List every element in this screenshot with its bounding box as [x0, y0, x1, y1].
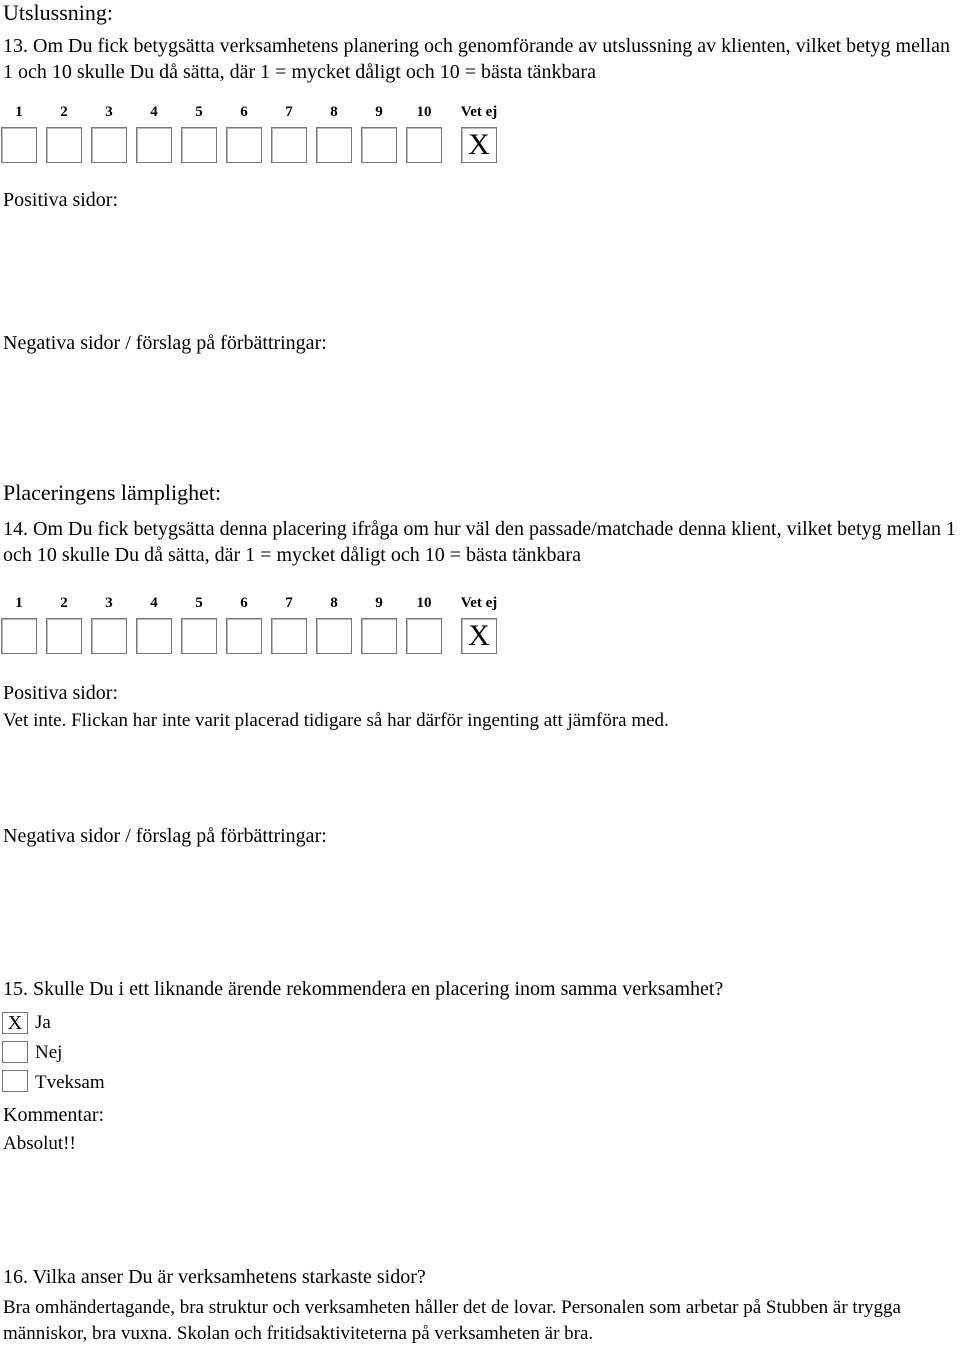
- q14-scale-label-5: 5: [195, 595, 203, 611]
- question-14-text: 14. Om Du fick betygsätta denna placering ifråga om hur väl den passade/matchade denna klient, vilket betyg mellan 1 och 10 skulle Du då sätta, där 1 = mycket dåligt och 10 = bästa tänkbara: [3, 518, 957, 566]
- q13-scale-box-1[interactable]: [1, 127, 37, 163]
- q14-scale-label-4: 4: [150, 595, 158, 611]
- q14-scale-label-9: 9: [375, 595, 383, 611]
- q14-scale-box-5[interactable]: [181, 618, 217, 654]
- q14-scale-label-2: 2: [60, 595, 68, 611]
- q13-scale-box-10[interactable]: [406, 127, 442, 163]
- q13-scale-label-5: 5: [195, 104, 203, 120]
- q14-scale-label-11: Vet ej: [460, 595, 498, 611]
- q14-positive-answer: Vet inte. Flickan har inte varit placerad tidigare så har därför ingenting att jämföra med.: [3, 710, 669, 731]
- option-ja-label: Ja: [35, 1012, 51, 1033]
- q13-scale-box-4[interactable]: [136, 127, 172, 163]
- q14-scale-box-11[interactable]: X: [461, 618, 497, 654]
- q14-scale-box-4[interactable]: [136, 618, 172, 654]
- q16-answer: Bra omhändertagande, bra struktur och verksamheten håller det de lovar. Personalen som arbetar på Stubben är trygga människor, bra vuxna. Skolan och fritidsaktiviteterna på verksamheten är bra.: [3, 1297, 901, 1344]
- q14-scale-label-7: 7: [285, 595, 293, 611]
- q13-scale-box-3[interactable]: [91, 127, 127, 163]
- q13-scale-box-9[interactable]: [361, 127, 397, 163]
- q13-scale-box-7[interactable]: [271, 127, 307, 163]
- q14-scale-box-3[interactable]: [91, 618, 127, 654]
- q13-scale-label-11: Vet ej: [460, 104, 498, 120]
- q14-scale-box-2[interactable]: [46, 618, 82, 654]
- q14-scale-box-7[interactable]: [271, 618, 307, 654]
- q13-scale-box-2[interactable]: [46, 127, 82, 163]
- q14-scale-box-10[interactable]: [406, 618, 442, 654]
- option-tveksam-checkbox[interactable]: [2, 1070, 28, 1092]
- q13-scale-label-9: 9: [375, 104, 383, 120]
- question-13-text: 13. Om Du fick betygsätta verksamhetens planering och genomförande av utslussning av klienten, vilket betyg mellan 1 och 10 skulle Du då sätta, där 1 = mycket dåligt och 10 = bästa tänkbara: [3, 35, 950, 83]
- question-15-text: 15. Skulle Du i ett liknande ärende rekommendera en placering inom samma verksamhet?: [3, 978, 724, 1000]
- q14-scale-box-1[interactable]: [1, 618, 37, 654]
- q13-scale-label-6: 6: [240, 104, 248, 120]
- q14-negative-label: Negativa sidor / förslag på förbättringar:: [3, 825, 327, 847]
- q14-scale-label-6: 6: [240, 595, 248, 611]
- q13-positive-label: Positiva sidor:: [3, 189, 119, 211]
- q13-scale-label-3: 3: [105, 104, 113, 120]
- q14-scale-label-10: 10: [416, 595, 432, 611]
- q14-scale-label-1: 1: [15, 595, 23, 611]
- q13-negative-label: Negativa sidor / förslag på förbättringar:: [3, 332, 327, 354]
- q15-comment-answer: Absolut!!: [3, 1133, 76, 1154]
- option-nej-checkbox[interactable]: [2, 1041, 28, 1063]
- q13-scale-box-11[interactable]: X: [461, 127, 497, 163]
- q13-scale-label-10: 10: [416, 104, 432, 120]
- q14-scale-box-9[interactable]: [361, 618, 397, 654]
- q14-scale-label-8: 8: [330, 595, 338, 611]
- option-ja-checkbox[interactable]: X: [2, 1012, 28, 1034]
- q13-scale-label-1: 1: [15, 104, 23, 120]
- q13-scale-box-8[interactable]: [316, 127, 352, 163]
- section-heading-utslussning: Utslussning:: [3, 0, 114, 25]
- q14-scale-box-8[interactable]: [316, 618, 352, 654]
- option-tveksam-label: Tveksam: [35, 1072, 105, 1093]
- q13-scale-label-8: 8: [330, 104, 338, 120]
- q15-comment-label: Kommentar:: [3, 1104, 105, 1126]
- q14-scale-box-6[interactable]: [226, 618, 262, 654]
- q13-scale-box-6[interactable]: [226, 127, 262, 163]
- option-nej-label: Nej: [35, 1042, 63, 1063]
- question-16-text: 16. Vilka anser Du är verksamhetens starkaste sidor?: [3, 1266, 426, 1288]
- q13-scale-label-2: 2: [60, 104, 68, 120]
- q13-scale-label-7: 7: [285, 104, 293, 120]
- q14-positive-label: Positiva sidor:: [3, 682, 119, 704]
- q13-scale-box-5[interactable]: [181, 127, 217, 163]
- q14-scale-label-3: 3: [105, 595, 113, 611]
- section-heading-placering: Placeringens lämplighet:: [3, 480, 222, 505]
- q13-scale-label-4: 4: [150, 104, 158, 120]
